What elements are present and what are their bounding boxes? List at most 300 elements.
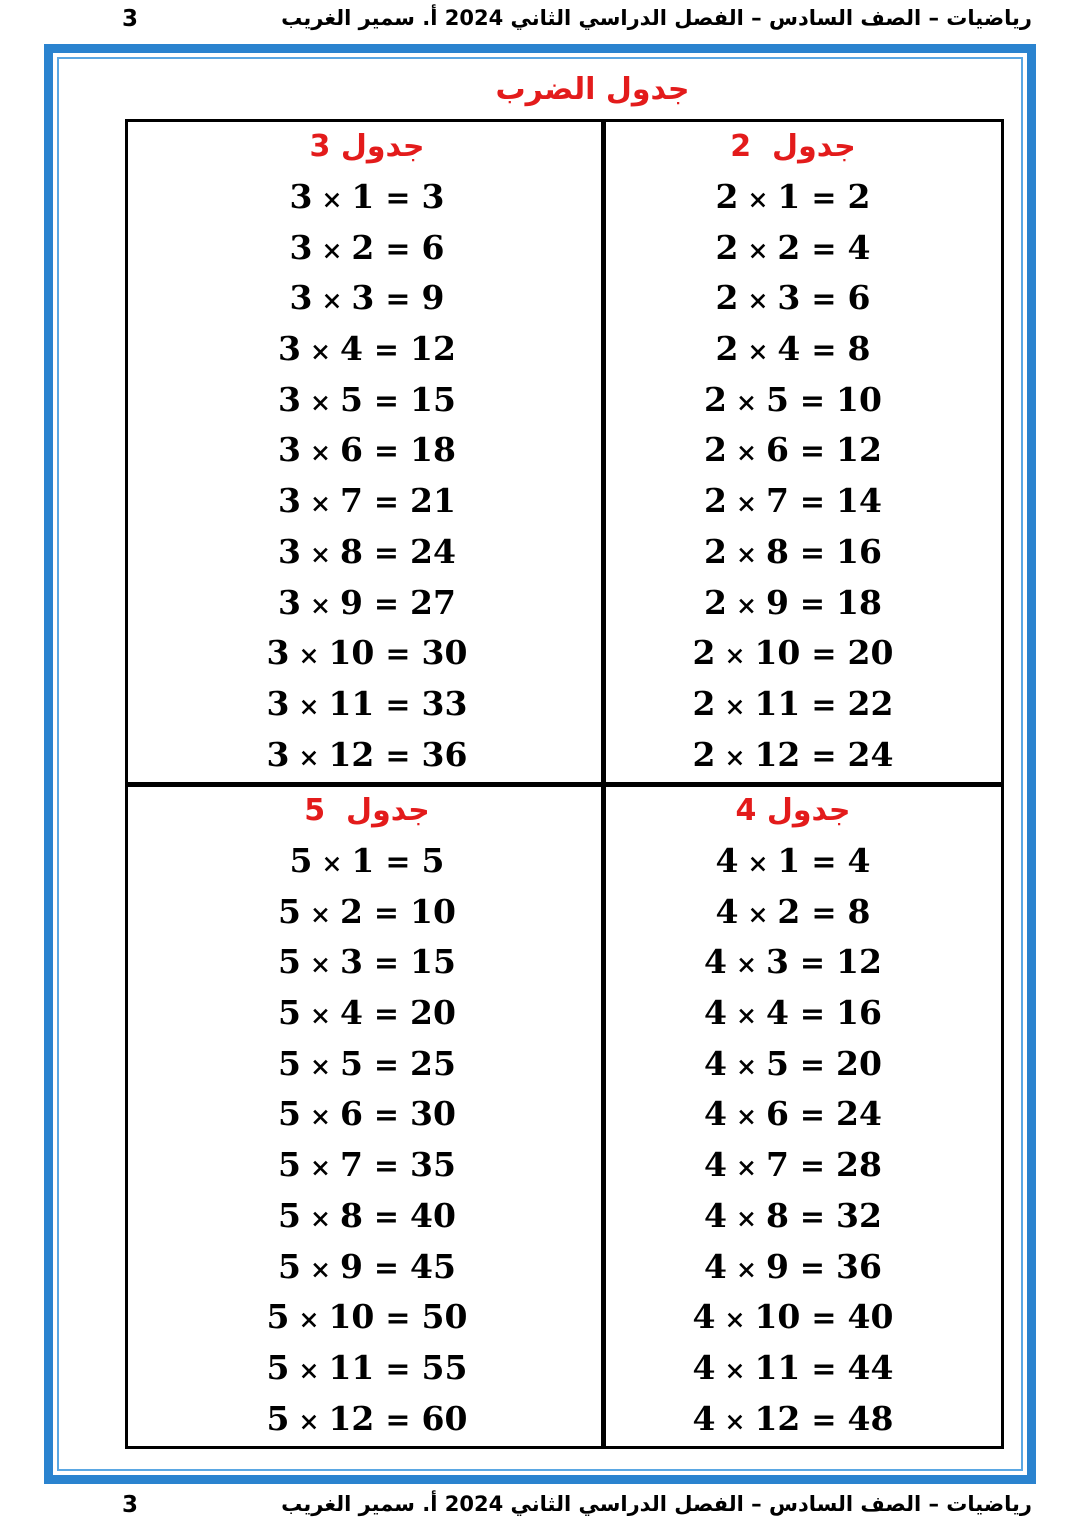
equals-sign: =: [373, 895, 400, 931]
equation-row: [583, 578, 1003, 629]
equals-sign: =: [811, 1301, 837, 1337]
multiplicand: 5: [278, 1043, 301, 1083]
equals-sign: =: [811, 1402, 837, 1438]
equals-sign: =: [799, 946, 826, 982]
page-header: [0, 0, 1080, 44]
multiplicand: 5: [278, 942, 301, 982]
equation-row: [157, 1343, 577, 1394]
equals-sign: =: [799, 535, 826, 571]
times-sign: ×: [309, 1001, 331, 1031]
times-sign: ×: [735, 1203, 757, 1233]
multiplier: 7: [339, 1145, 363, 1185]
equation-row: [583, 730, 1003, 781]
equals-sign: =: [373, 434, 400, 470]
equation-row: [583, 1089, 1003, 1140]
equation-row: [583, 1343, 1003, 1394]
equation-row: [583, 375, 1003, 426]
equation-row: [157, 1140, 577, 1191]
multiplicand: 4: [704, 1195, 727, 1235]
product: 8: [847, 891, 871, 931]
equals-sign: =: [811, 687, 837, 723]
multiplicand: 4: [692, 1347, 716, 1387]
multiplicand: 3: [266, 633, 290, 673]
equation-row: [157, 730, 577, 781]
times-sign: ×: [309, 1051, 331, 1081]
multiplicand: 2: [692, 734, 716, 774]
product: 10: [410, 891, 456, 931]
multiplier: 11: [328, 1347, 375, 1387]
multiplicand: 3: [278, 582, 301, 622]
multiplier: 6: [765, 430, 789, 470]
equation-row: [157, 223, 577, 274]
multiplicand: 2: [715, 278, 739, 318]
product: 45: [410, 1246, 456, 1286]
product: 15: [410, 942, 456, 982]
product: 16: [836, 993, 882, 1033]
multiplicand: 4: [692, 1398, 716, 1438]
multiplier: 12: [754, 1398, 801, 1438]
product: 12: [836, 430, 882, 470]
product: 10: [836, 379, 882, 419]
multiplier: 5: [765, 1043, 789, 1083]
equals-sign: =: [799, 997, 826, 1033]
product: 27: [410, 582, 456, 622]
multiplicand: 2: [704, 379, 727, 419]
multiplier: 4: [339, 329, 363, 369]
equation-row: [583, 1394, 1003, 1445]
multiplicand: 3: [278, 430, 301, 470]
times-sign: ×: [747, 849, 769, 878]
multiplier: 3: [351, 278, 375, 318]
times-sign: ×: [298, 641, 320, 671]
equation-row: [583, 1191, 1003, 1242]
product: 32: [836, 1195, 882, 1235]
multiplier: 3: [339, 942, 363, 982]
equals-sign: =: [799, 485, 826, 521]
equals-sign: =: [385, 1402, 411, 1438]
product: 22: [847, 683, 894, 723]
multiplicand: 2: [692, 633, 716, 673]
equals-sign: =: [811, 738, 837, 774]
equation-row: [157, 988, 577, 1039]
equals-sign: =: [373, 1250, 400, 1286]
product: 18: [836, 582, 882, 622]
equation-row: [157, 1242, 577, 1293]
multiplicand: 4: [715, 891, 739, 931]
multiplicand: 3: [266, 683, 290, 723]
multiplicand: 4: [715, 841, 739, 880]
times-sign: ×: [747, 337, 769, 367]
multiplier: 12: [328, 734, 375, 774]
multiplier: 7: [765, 1145, 789, 1185]
product: 20: [836, 1043, 882, 1083]
times-sign: ×: [735, 1254, 757, 1284]
equals-sign: =: [799, 1047, 826, 1083]
table-2-rows: [583, 172, 1003, 780]
multiplicand: 4: [704, 1094, 727, 1134]
equation-row: [583, 273, 1003, 324]
multiplicand: 4: [704, 1246, 727, 1286]
equation-row: [583, 937, 1003, 988]
multiplicand: 5: [278, 891, 301, 931]
equation-row: [157, 1089, 577, 1140]
times-sign: ×: [309, 539, 331, 569]
table-3-rows: [157, 172, 577, 780]
multiplier: 6: [765, 1094, 789, 1134]
equals-sign: =: [385, 231, 411, 267]
equals-sign: =: [799, 586, 826, 622]
multiplicand: 2: [715, 227, 739, 267]
times-sign: ×: [724, 691, 746, 721]
multiplier: 4: [765, 993, 789, 1033]
multiplicand: 2: [704, 582, 727, 622]
product: 44: [847, 1347, 894, 1387]
product: 48: [847, 1398, 894, 1438]
times-sign: ×: [309, 950, 331, 980]
multiplier: 9: [765, 1246, 789, 1286]
multiplier: 1: [777, 841, 801, 880]
multiplicand: 2: [704, 481, 727, 521]
product: 12: [410, 329, 456, 369]
times-sign: ×: [735, 1102, 757, 1132]
times-sign: ×: [321, 185, 343, 214]
product: 40: [410, 1195, 456, 1235]
multiplicand: 3: [266, 734, 290, 774]
multiplier: 8: [339, 531, 363, 571]
product: 50: [421, 1297, 468, 1337]
product: 3: [421, 177, 445, 216]
equation-row: [583, 324, 1003, 375]
equals-sign: =: [385, 845, 411, 880]
footer-subject: رياضيات – الصف السادس – الفصل الدراسي الثاني 2024 أ. سمير الغريب: [281, 1492, 1032, 1516]
equation-row: [157, 324, 577, 375]
multiplier: 3: [765, 942, 789, 982]
equals-sign: =: [373, 946, 400, 982]
times-sign: ×: [298, 1305, 320, 1335]
times-sign: ×: [724, 1305, 746, 1335]
times-sign: ×: [735, 1001, 757, 1031]
multiplicand: 2: [704, 531, 727, 571]
multiplicand: 4: [704, 1145, 727, 1185]
table-3-panel: [157, 122, 577, 780]
equation-row: [157, 679, 577, 730]
product: 2: [847, 177, 871, 216]
multiplier: 9: [765, 582, 789, 622]
equation-row: [583, 1242, 1003, 1293]
multiplicand: 3: [278, 531, 301, 571]
multiplicand: 4: [704, 1043, 727, 1083]
equals-sign: =: [385, 181, 411, 216]
multiplier: 8: [765, 531, 789, 571]
equation-row: [157, 273, 577, 324]
multiplier: 10: [754, 633, 801, 673]
multiplier: 10: [328, 633, 375, 673]
times-sign: ×: [309, 387, 331, 417]
equation-row: [157, 375, 577, 426]
header-page-number: 3: [122, 6, 139, 32]
equals-sign: =: [799, 1199, 826, 1235]
times-sign: ×: [309, 337, 331, 367]
multiplier: 10: [754, 1297, 801, 1337]
equals-sign: =: [385, 282, 411, 318]
multiplier: 4: [777, 329, 801, 369]
equals-sign: =: [385, 1301, 411, 1337]
times-sign: ×: [735, 539, 757, 569]
header-subject: رياضيات – الصف السادس – الفصل الدراسي الثاني 2024 أ. سمير الغريب: [281, 6, 1032, 30]
product: 18: [410, 430, 456, 470]
times-sign: ×: [309, 1254, 331, 1284]
multiplicand: 5: [278, 993, 301, 1033]
product: 30: [421, 633, 468, 673]
multiplicand: 2: [692, 683, 716, 723]
equals-sign: =: [385, 738, 411, 774]
equation-row: [583, 887, 1003, 938]
equals-sign: =: [799, 1250, 826, 1286]
product: 8: [847, 329, 871, 369]
page-footer: [0, 1486, 1080, 1530]
multiplier: 6: [339, 430, 363, 470]
equals-sign: =: [811, 181, 837, 216]
equals-sign: =: [811, 1351, 837, 1387]
multiplicand: 5: [278, 1195, 301, 1235]
equals-sign: =: [373, 383, 400, 419]
times-sign: ×: [724, 1406, 746, 1436]
multiplicand: 5: [266, 1347, 290, 1387]
equals-sign: =: [799, 1149, 826, 1185]
times-sign: ×: [724, 1355, 746, 1385]
equation-row: [157, 836, 577, 887]
equation-row: [157, 1292, 577, 1343]
equals-sign: =: [811, 845, 837, 880]
equation-row: [157, 425, 577, 476]
equation-row: [583, 679, 1003, 730]
multiplier: 7: [765, 481, 789, 521]
times-sign: ×: [309, 438, 331, 468]
equals-sign: =: [373, 485, 400, 521]
times-sign: ×: [309, 899, 331, 929]
equals-sign: =: [811, 333, 837, 369]
equation-row: [583, 1140, 1003, 1191]
product: 15: [410, 379, 456, 419]
multiplier: 11: [754, 1347, 801, 1387]
multiplier: 10: [328, 1297, 375, 1337]
multiplier: 8: [339, 1195, 363, 1235]
times-sign: ×: [724, 641, 746, 671]
multiplier: 12: [754, 734, 801, 774]
times-sign: ×: [735, 950, 757, 980]
equation-row: [583, 425, 1003, 476]
product: 14: [836, 481, 882, 521]
table-2-title: جدول 2: [730, 129, 856, 164]
multiplicand: 5: [278, 1145, 301, 1185]
equation-row: [583, 172, 1003, 223]
multiplier: 11: [754, 683, 801, 723]
times-sign: ×: [321, 235, 343, 265]
equation-row: [157, 1191, 577, 1242]
equals-sign: =: [385, 687, 411, 723]
multiplier: 2: [351, 227, 375, 267]
table-5-rows: [157, 836, 577, 1444]
multiplicand: 3: [289, 278, 313, 318]
multiplicand: 4: [704, 942, 727, 982]
product: 12: [836, 942, 882, 982]
product: 35: [410, 1145, 456, 1185]
times-sign: ×: [298, 1355, 320, 1385]
times-sign: ×: [724, 742, 746, 772]
times-sign: ×: [309, 489, 331, 519]
multiplier: 2: [339, 891, 363, 931]
product: 24: [410, 531, 456, 571]
equation-row: [583, 988, 1003, 1039]
equation-row: [583, 836, 1003, 887]
multiplicand: 4: [704, 993, 727, 1033]
multiplicand: 2: [715, 329, 739, 369]
equation-row: [583, 223, 1003, 274]
multiplicand: 2: [704, 430, 727, 470]
product: 5: [421, 841, 445, 880]
multiplier: 1: [351, 841, 375, 880]
multiplier: 11: [328, 683, 375, 723]
equation-row: [157, 476, 577, 527]
product: 33: [421, 683, 468, 723]
equation-row: [583, 527, 1003, 578]
times-sign: ×: [309, 1102, 331, 1132]
equation-row: [157, 172, 577, 223]
product: 4: [847, 227, 871, 267]
equation-row: [157, 527, 577, 578]
product: 36: [421, 734, 468, 774]
multiplier: 5: [339, 379, 363, 419]
times-sign: ×: [298, 1406, 320, 1436]
equals-sign: =: [799, 1098, 826, 1134]
multiplier: 1: [351, 177, 375, 216]
page-title: جدول الضرب: [495, 72, 690, 107]
multiplicand: 5: [266, 1398, 290, 1438]
times-sign: ×: [298, 691, 320, 721]
equals-sign: =: [373, 1199, 400, 1235]
product: 20: [847, 633, 894, 673]
product: 6: [847, 278, 871, 318]
equals-sign: =: [373, 333, 400, 369]
times-sign: ×: [747, 235, 769, 265]
multiplicand: 3: [278, 481, 301, 521]
times-sign: ×: [735, 1153, 757, 1183]
equals-sign: =: [373, 1098, 400, 1134]
equation-row: [157, 937, 577, 988]
table-3-title: جدول 3: [309, 129, 425, 164]
product: 16: [836, 531, 882, 571]
table-5-title: جدول 5: [304, 793, 430, 828]
equals-sign: =: [373, 586, 400, 622]
product: 25: [410, 1043, 456, 1083]
multiplicand: 3: [278, 329, 301, 369]
times-sign: ×: [747, 185, 769, 214]
multiplier: 4: [339, 993, 363, 1033]
table-5-panel: [157, 786, 577, 1444]
times-sign: ×: [735, 1051, 757, 1081]
equals-sign: =: [385, 1351, 411, 1387]
equals-sign: =: [373, 535, 400, 571]
equals-sign: =: [373, 1047, 400, 1083]
multiplicand: 5: [289, 841, 313, 880]
multiplier: 2: [777, 891, 801, 931]
equals-sign: =: [373, 997, 400, 1033]
product: 55: [421, 1347, 468, 1387]
equals-sign: =: [799, 434, 826, 470]
multiplier: 7: [339, 481, 363, 521]
times-sign: ×: [735, 438, 757, 468]
multiplicand: 5: [278, 1246, 301, 1286]
multiplier: 5: [765, 379, 789, 419]
multiplicand: 3: [278, 379, 301, 419]
times-sign: ×: [321, 286, 343, 316]
equation-row: [583, 476, 1003, 527]
multiplicand: 4: [692, 1297, 716, 1337]
multiplier: 8: [765, 1195, 789, 1235]
product: 24: [847, 734, 894, 774]
table-4-rows: [583, 836, 1003, 1444]
times-sign: ×: [321, 849, 343, 878]
times-sign: ×: [735, 489, 757, 519]
table-2-panel: [583, 122, 1003, 780]
product: 20: [410, 993, 456, 1033]
product: 36: [836, 1246, 882, 1286]
equals-sign: =: [373, 1149, 400, 1185]
multiplier: 2: [777, 227, 801, 267]
equals-sign: =: [799, 383, 826, 419]
equation-row: [583, 1292, 1003, 1343]
footer-page-number: 3: [122, 1492, 139, 1518]
multiplicand: 5: [278, 1094, 301, 1134]
product: 40: [847, 1297, 894, 1337]
equals-sign: =: [385, 637, 411, 673]
equation-row: [583, 628, 1003, 679]
times-sign: ×: [747, 899, 769, 929]
multiplier: 12: [328, 1398, 375, 1438]
multiplicand: 2: [715, 177, 739, 216]
equals-sign: =: [811, 282, 837, 318]
multiplier: 6: [339, 1094, 363, 1134]
equals-sign: =: [811, 231, 837, 267]
multiplier: 5: [339, 1043, 363, 1083]
multiplier: 1: [777, 177, 801, 216]
equation-row: [157, 1394, 577, 1445]
multiplier: 3: [777, 278, 801, 318]
times-sign: ×: [735, 590, 757, 620]
multiplier: 9: [339, 582, 363, 622]
product: 21: [410, 481, 456, 521]
table-4-title: جدول 4: [735, 793, 851, 828]
multiplicand: 5: [266, 1297, 290, 1337]
equation-row: [583, 1039, 1003, 1090]
product: 9: [421, 278, 445, 318]
equation-row: [157, 887, 577, 938]
product: 4: [847, 841, 871, 880]
equals-sign: =: [811, 637, 837, 673]
multiplicand: 3: [289, 227, 313, 267]
times-sign: ×: [735, 387, 757, 417]
equation-row: [157, 1039, 577, 1090]
product: 60: [421, 1398, 468, 1438]
times-sign: ×: [747, 286, 769, 316]
product: 30: [410, 1094, 456, 1134]
equation-row: [157, 628, 577, 679]
times-sign: ×: [298, 742, 320, 772]
times-sign: ×: [309, 1153, 331, 1183]
times-sign: ×: [309, 590, 331, 620]
table-4-panel: [583, 786, 1003, 1444]
equals-sign: =: [811, 895, 837, 931]
